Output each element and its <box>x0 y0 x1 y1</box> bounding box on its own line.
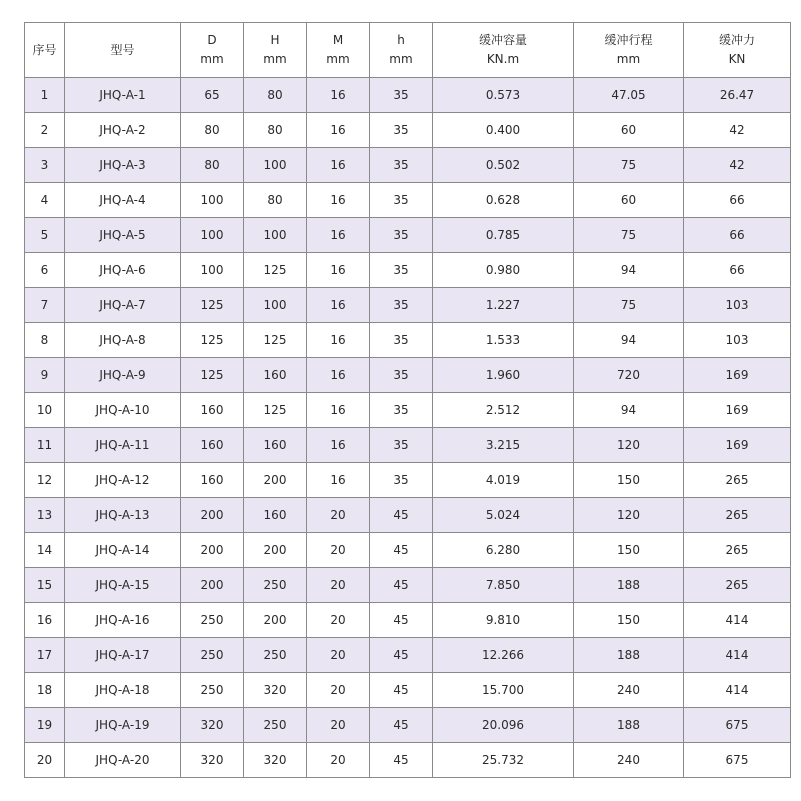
table-row <box>25 673 791 708</box>
table-cell-index: 20 <box>25 743 65 778</box>
table-cell-buffer-stroke: 75 <box>574 148 684 183</box>
table-cell-h-upper: 80 <box>244 78 307 113</box>
table-cell-d: 250 <box>181 603 244 638</box>
table-cell-index: 6 <box>25 253 65 288</box>
table-cell-buffer-stroke: 94 <box>574 253 684 288</box>
table-cell-buffer-capacity: 1.227 <box>433 288 574 323</box>
table-cell-h-lower: 35 <box>370 428 433 463</box>
column-header-d <box>181 23 244 78</box>
table-row <box>25 498 791 533</box>
table-cell-index: 9 <box>25 358 65 393</box>
table-cell-d: 250 <box>181 638 244 673</box>
table-cell-index: 12 <box>25 463 65 498</box>
table-cell-index: 18 <box>25 673 65 708</box>
table-cell-index: 2 <box>25 113 65 148</box>
table-cell-h-upper: 125 <box>244 253 307 288</box>
table-cell-m: 20 <box>307 533 370 568</box>
table-cell-h-lower: 45 <box>370 743 433 778</box>
table-cell-h-lower: 45 <box>370 568 433 603</box>
table-cell-h-lower: 45 <box>370 638 433 673</box>
table-cell-d: 200 <box>181 498 244 533</box>
table-cell-m: 20 <box>307 603 370 638</box>
table-cell-model: JHQ-A-11 <box>65 428 181 463</box>
table-cell-h-upper: 250 <box>244 708 307 743</box>
table-cell-model: JHQ-A-14 <box>65 533 181 568</box>
table-cell-buffer-stroke: 75 <box>574 288 684 323</box>
table-cell-index: 15 <box>25 568 65 603</box>
table-cell-m: 16 <box>307 148 370 183</box>
table-cell-model: JHQ-A-17 <box>65 638 181 673</box>
table-cell-buffer-capacity: 20.096 <box>433 708 574 743</box>
table-row <box>25 568 791 603</box>
table-cell-index: 8 <box>25 323 65 358</box>
table-cell-h-lower: 35 <box>370 183 433 218</box>
table-row <box>25 183 791 218</box>
table-cell-d: 125 <box>181 323 244 358</box>
table-cell-buffer-capacity: 0.628 <box>433 183 574 218</box>
table-cell-h-lower: 35 <box>370 78 433 113</box>
table-cell-buffer-stroke: 47.05 <box>574 78 684 113</box>
table-cell-buffer-capacity: 9.810 <box>433 603 574 638</box>
table-cell-buffer-stroke: 240 <box>574 673 684 708</box>
column-header-h-upper <box>244 23 307 78</box>
table-cell-h-upper: 125 <box>244 323 307 358</box>
table-cell-buffer-force: 265 <box>684 568 791 603</box>
table-cell-model: JHQ-A-5 <box>65 218 181 253</box>
table-cell-d: 100 <box>181 218 244 253</box>
column-header-buffer-force <box>684 23 791 78</box>
table-row <box>25 218 791 253</box>
table-cell-model: JHQ-A-15 <box>65 568 181 603</box>
table-cell-m: 16 <box>307 253 370 288</box>
table-cell-h-lower: 35 <box>370 113 433 148</box>
table-cell-m: 16 <box>307 323 370 358</box>
table-cell-index: 16 <box>25 603 65 638</box>
table-row <box>25 358 791 393</box>
table-cell-index: 13 <box>25 498 65 533</box>
table-cell-model: JHQ-A-18 <box>65 673 181 708</box>
column-header-label: 缓冲容量 <box>478 33 527 47</box>
table-cell-model: JHQ-A-3 <box>65 148 181 183</box>
table-cell-d: 65 <box>181 78 244 113</box>
table-cell-h-upper: 100 <box>244 288 307 323</box>
table-cell-h-lower: 35 <box>370 463 433 498</box>
column-header-unit: mm <box>389 52 413 66</box>
table-cell-m: 16 <box>307 428 370 463</box>
table-cell-buffer-stroke: 150 <box>574 603 684 638</box>
table-cell-d: 80 <box>181 148 244 183</box>
table-row <box>25 393 791 428</box>
table-cell-h-upper: 320 <box>244 673 307 708</box>
column-header-buffer-stroke <box>574 23 684 78</box>
table-cell-h-upper: 100 <box>244 148 307 183</box>
table-cell-h-upper: 125 <box>244 393 307 428</box>
table-cell-model: JHQ-A-7 <box>65 288 181 323</box>
table-cell-model: JHQ-A-10 <box>65 393 181 428</box>
table-row <box>25 603 791 638</box>
table-cell-h-lower: 45 <box>370 673 433 708</box>
table-cell-m: 16 <box>307 288 370 323</box>
table-cell-index: 10 <box>25 393 65 428</box>
table-cell-buffer-stroke: 150 <box>574 463 684 498</box>
table-cell-h-upper: 320 <box>244 743 307 778</box>
table-cell-buffer-force: 103 <box>684 288 791 323</box>
table-cell-h-lower: 35 <box>370 288 433 323</box>
column-header-m <box>307 23 370 78</box>
table-cell-d: 320 <box>181 743 244 778</box>
table-cell-m: 16 <box>307 78 370 113</box>
column-header-unit: mm <box>326 52 350 66</box>
table-cell-d: 250 <box>181 673 244 708</box>
table-cell-h-lower: 45 <box>370 533 433 568</box>
table-row <box>25 743 791 778</box>
table-cell-buffer-force: 66 <box>684 218 791 253</box>
column-header-h-lower <box>370 23 433 78</box>
table-cell-d: 100 <box>181 183 244 218</box>
column-header-label: 型号 <box>110 42 135 57</box>
table-cell-buffer-force: 66 <box>684 183 791 218</box>
table-cell-model: JHQ-A-1 <box>65 78 181 113</box>
table-cell-index: 7 <box>25 288 65 323</box>
table-cell-buffer-capacity: 0.400 <box>433 113 574 148</box>
table-cell-buffer-capacity: 0.502 <box>433 148 574 183</box>
table-cell-h-lower: 35 <box>370 323 433 358</box>
table-cell-d: 125 <box>181 358 244 393</box>
table-row <box>25 323 791 358</box>
table-cell-h-upper: 200 <box>244 463 307 498</box>
table-cell-model: JHQ-A-19 <box>65 708 181 743</box>
table-cell-index: 1 <box>25 78 65 113</box>
table-cell-h-upper: 80 <box>244 183 307 218</box>
table-cell-buffer-force: 169 <box>684 358 791 393</box>
table-cell-m: 20 <box>307 568 370 603</box>
table-cell-d: 320 <box>181 708 244 743</box>
table-cell-m: 20 <box>307 673 370 708</box>
table-cell-buffer-stroke: 188 <box>574 568 684 603</box>
table-cell-buffer-force: 66 <box>684 253 791 288</box>
table-cell-m: 16 <box>307 393 370 428</box>
table-cell-buffer-stroke: 120 <box>574 428 684 463</box>
table-cell-buffer-force: 169 <box>684 393 791 428</box>
table-cell-h-upper: 200 <box>244 533 307 568</box>
table-cell-d: 160 <box>181 428 244 463</box>
table-cell-model: JHQ-A-20 <box>65 743 181 778</box>
table-cell-buffer-capacity: 2.512 <box>433 393 574 428</box>
table-cell-m: 16 <box>307 218 370 253</box>
table-row <box>25 78 791 113</box>
table-cell-buffer-capacity: 1.960 <box>433 358 574 393</box>
table-cell-buffer-capacity: 12.266 <box>433 638 574 673</box>
table-cell-d: 100 <box>181 253 244 288</box>
table-cell-buffer-capacity: 7.850 <box>433 568 574 603</box>
table-cell-buffer-stroke: 720 <box>574 358 684 393</box>
table-cell-h-upper: 100 <box>244 218 307 253</box>
table-cell-m: 20 <box>307 708 370 743</box>
table-row <box>25 428 791 463</box>
table-cell-buffer-force: 414 <box>684 673 791 708</box>
column-header-index <box>25 23 65 78</box>
column-header-unit: mm <box>263 52 287 66</box>
column-header-unit: KN <box>728 52 746 66</box>
table-cell-buffer-stroke: 188 <box>574 638 684 673</box>
column-header-unit: KN.m <box>486 52 520 66</box>
table-cell-h-upper: 160 <box>244 358 307 393</box>
table-cell-d: 125 <box>181 288 244 323</box>
table-cell-index: 17 <box>25 638 65 673</box>
table-cell-index: 3 <box>25 148 65 183</box>
table-cell-buffer-capacity: 0.980 <box>433 253 574 288</box>
column-header-label: 缓冲力 <box>718 33 755 47</box>
table-cell-h-lower: 35 <box>370 358 433 393</box>
column-header-buffer-capacity <box>433 23 574 78</box>
table-cell-h-upper: 250 <box>244 568 307 603</box>
table-row <box>25 113 791 148</box>
table-cell-buffer-stroke: 150 <box>574 533 684 568</box>
table-cell-m: 16 <box>307 358 370 393</box>
table-cell-model: JHQ-A-2 <box>65 113 181 148</box>
table-cell-buffer-capacity: 6.280 <box>433 533 574 568</box>
table-cell-model: JHQ-A-12 <box>65 463 181 498</box>
table-row <box>25 533 791 568</box>
table-cell-h-lower: 35 <box>370 393 433 428</box>
column-header-label: 缓冲行程 <box>604 33 653 47</box>
table-cell-h-lower: 45 <box>370 708 433 743</box>
table-cell-m: 20 <box>307 638 370 673</box>
table-cell-h-upper: 250 <box>244 638 307 673</box>
table-cell-buffer-capacity: 0.573 <box>433 78 574 113</box>
table-cell-buffer-force: 265 <box>684 533 791 568</box>
table-cell-buffer-force: 169 <box>684 428 791 463</box>
table-cell-model: JHQ-A-9 <box>65 358 181 393</box>
column-header-unit: mm <box>616 52 641 66</box>
table-row <box>25 463 791 498</box>
table-cell-m: 16 <box>307 463 370 498</box>
column-header-label: 序号 <box>32 42 57 57</box>
table-row <box>25 253 791 288</box>
table-cell-h-lower: 45 <box>370 603 433 638</box>
table-cell-buffer-capacity: 5.024 <box>433 498 574 533</box>
table-cell-buffer-stroke: 60 <box>574 113 684 148</box>
column-header-model <box>65 23 181 78</box>
table-cell-buffer-stroke: 188 <box>574 708 684 743</box>
table-cell-buffer-force: 265 <box>684 463 791 498</box>
table-cell-model: JHQ-A-8 <box>65 323 181 358</box>
table-cell-buffer-force: 103 <box>684 323 791 358</box>
table-cell-buffer-stroke: 120 <box>574 498 684 533</box>
table-cell-buffer-capacity: 3.215 <box>433 428 574 463</box>
table-cell-index: 5 <box>25 218 65 253</box>
column-header-label: h <box>397 33 405 47</box>
table-cell-buffer-force: 26.47 <box>684 78 791 113</box>
table-cell-buffer-force: 414 <box>684 638 791 673</box>
column-header-label: D <box>207 33 217 47</box>
table-cell-h-upper: 160 <box>244 498 307 533</box>
table-cell-buffer-force: 675 <box>684 743 791 778</box>
table-row <box>25 148 791 183</box>
table-body <box>25 78 791 778</box>
table-cell-d: 80 <box>181 113 244 148</box>
table-cell-buffer-stroke: 94 <box>574 323 684 358</box>
table-cell-h-lower: 35 <box>370 218 433 253</box>
table-cell-h-upper: 80 <box>244 113 307 148</box>
table-cell-h-lower: 35 <box>370 253 433 288</box>
table-row <box>25 638 791 673</box>
table-cell-buffer-force: 265 <box>684 498 791 533</box>
table-cell-m: 20 <box>307 498 370 533</box>
table-cell-h-upper: 160 <box>244 428 307 463</box>
table-cell-buffer-stroke: 75 <box>574 218 684 253</box>
table-cell-buffer-capacity: 4.019 <box>433 463 574 498</box>
table-cell-model: JHQ-A-16 <box>65 603 181 638</box>
table-cell-d: 160 <box>181 393 244 428</box>
table-cell-buffer-capacity: 0.785 <box>433 218 574 253</box>
table-cell-m: 16 <box>307 113 370 148</box>
column-header-label: H <box>270 33 280 47</box>
table-cell-h-lower: 35 <box>370 148 433 183</box>
table-cell-model: JHQ-A-13 <box>65 498 181 533</box>
table-cell-buffer-capacity: 15.700 <box>433 673 574 708</box>
table-cell-model: JHQ-A-4 <box>65 183 181 218</box>
table-cell-index: 14 <box>25 533 65 568</box>
table-cell-index: 4 <box>25 183 65 218</box>
table-cell-buffer-stroke: 240 <box>574 743 684 778</box>
table-cell-buffer-force: 42 <box>684 113 791 148</box>
table-cell-index: 11 <box>25 428 65 463</box>
table-cell-d: 160 <box>181 463 244 498</box>
table-cell-index: 19 <box>25 708 65 743</box>
table-cell-d: 200 <box>181 533 244 568</box>
table-row <box>25 708 791 743</box>
table-cell-buffer-stroke: 94 <box>574 393 684 428</box>
column-header-unit: mm <box>200 52 224 66</box>
table-cell-buffer-capacity: 25.732 <box>433 743 574 778</box>
table-cell-buffer-force: 414 <box>684 603 791 638</box>
table-header-row <box>25 23 791 78</box>
table-cell-buffer-stroke: 60 <box>574 183 684 218</box>
table-cell-h-lower: 45 <box>370 498 433 533</box>
table-cell-model: JHQ-A-6 <box>65 253 181 288</box>
table-cell-m: 16 <box>307 183 370 218</box>
table-cell-h-upper: 200 <box>244 603 307 638</box>
table-cell-d: 200 <box>181 568 244 603</box>
table-cell-buffer-force: 42 <box>684 148 791 183</box>
spec-table <box>24 22 791 778</box>
column-header-label: M <box>332 33 344 47</box>
table-row <box>25 288 791 323</box>
table-cell-m: 20 <box>307 743 370 778</box>
table-cell-buffer-force: 675 <box>684 708 791 743</box>
table-cell-buffer-capacity: 1.533 <box>433 323 574 358</box>
